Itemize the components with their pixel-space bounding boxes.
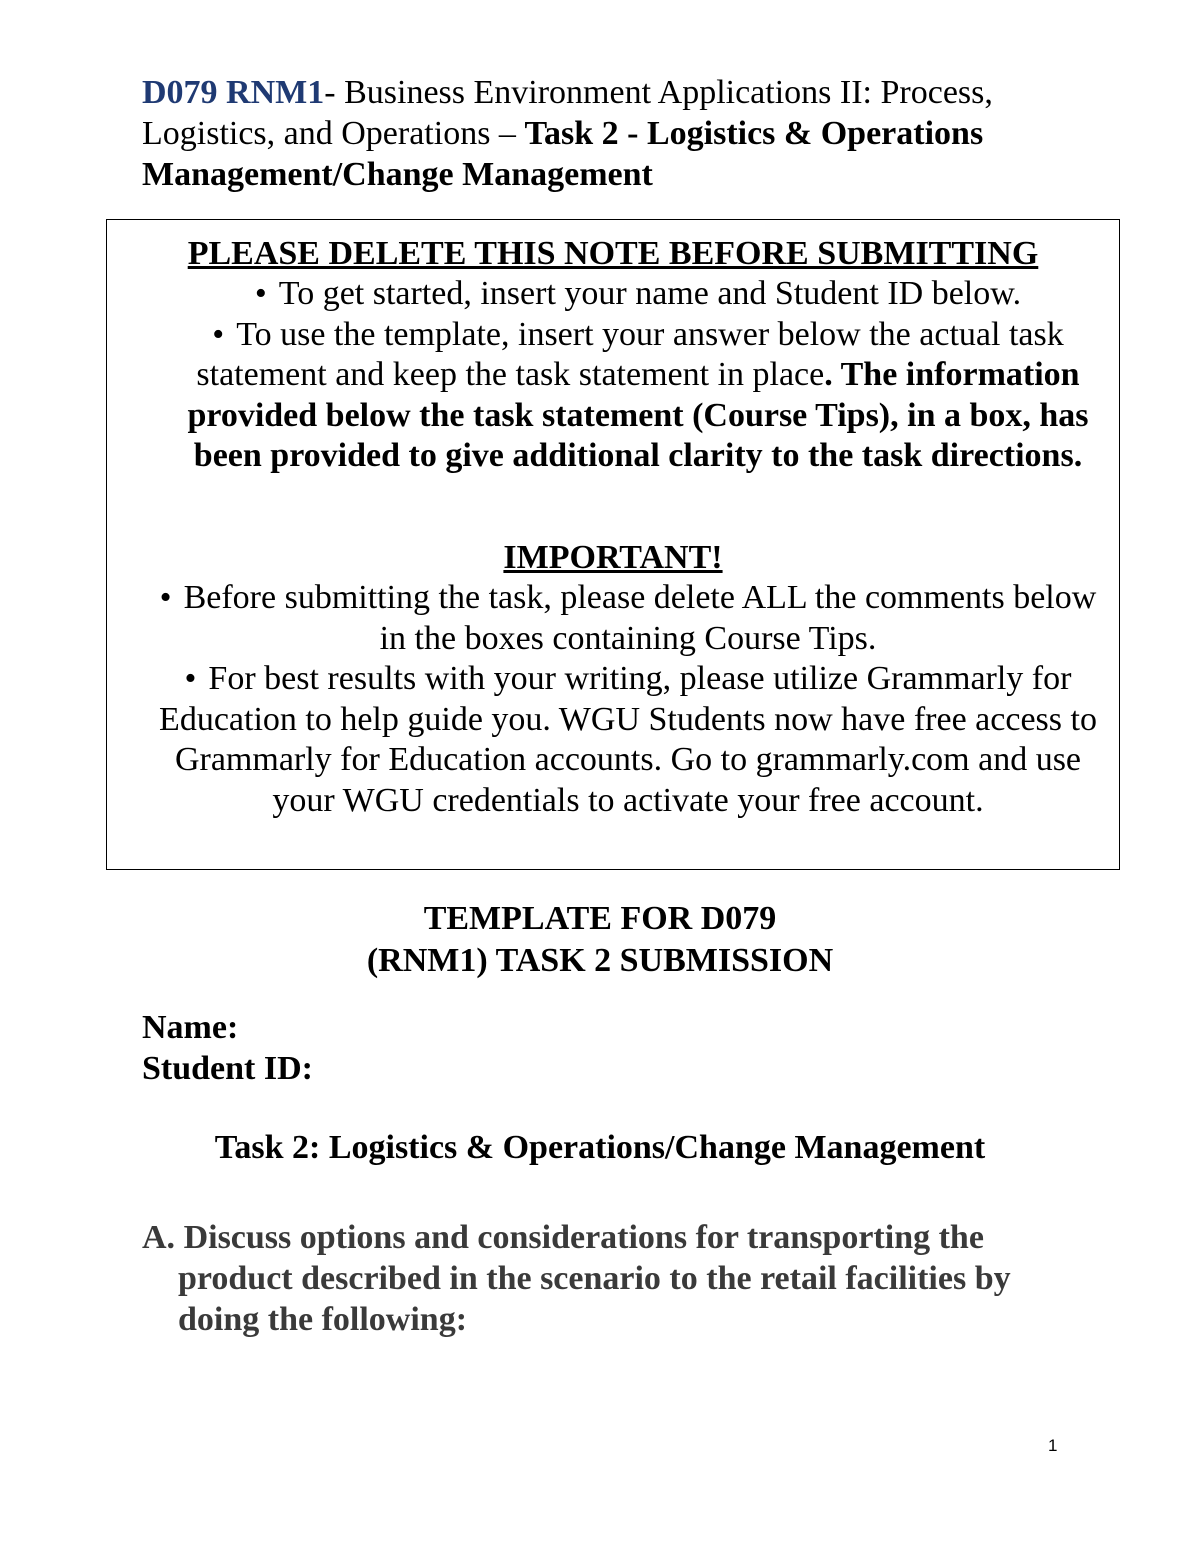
note-bullet-text: To use the template, insert your answer below the actual task statement and keep the task statement in place: [196, 315, 1064, 393]
note-bullet-item: [167, 274, 1109, 315]
important-bullet-text: For best results with your writing, please utilize Grammarly for Education to help guide you. WGU Students now have free access to Grammarly for Education accounts. Go to grammarly.com and use your WGU credentials to activate your free account.: [159, 660, 1097, 819]
section-a-prompt: [142, 1217, 1062, 1340]
bullet-icon: •: [212, 315, 225, 353]
note-bullet-list: [167, 274, 1109, 477]
important-title: IMPORTANT!: [503, 539, 723, 576]
task-title: Task 2 - Logistics & Operations Management/Change Management: [142, 115, 984, 193]
section-a-line: product described in the scenario to the retail facilities by: [178, 1260, 1011, 1297]
document-header: [142, 72, 1062, 195]
course-code: D079 RNM1: [142, 74, 325, 111]
section-a-line: doing the following:: [178, 1301, 468, 1338]
delete-note-box: [106, 219, 1120, 870]
template-title-line: (RNM1) TASK 2 SUBMISSION: [366, 942, 834, 979]
bullet-icon: •: [184, 660, 197, 697]
section-a-line: Discuss options and considerations for transporting the: [175, 1219, 984, 1256]
course-title: Business Environment Applications II: Process, Logistics, and Operations –: [142, 74, 993, 152]
note-bullet-text: To get started, insert your name and Student ID below.: [278, 275, 1022, 312]
note-bullet-item: [167, 315, 1109, 477]
bullet-icon: •: [159, 579, 172, 616]
note-title: PLEASE DELETE THIS NOTE BEFORE SUBMITTING: [187, 235, 1039, 272]
bullet-icon: •: [254, 275, 267, 312]
student-id-field-label: Student ID:: [142, 1050, 313, 1087]
template-title: [0, 898, 1200, 982]
important-bullet-item: [147, 659, 1109, 821]
template-title-line: TEMPLATE FOR D079: [423, 900, 777, 937]
important-bullet-item: [147, 578, 1109, 659]
task-heading: Task 2: Logistics & Operations/Change Management: [214, 1129, 986, 1166]
note-bullet-bold-text: . The information provided below the task statement (Course Tips), in a box, has been provided to give additional clarity to the task directions.: [187, 356, 1089, 474]
name-field-label: Name:: [142, 1009, 239, 1046]
important-bullet-text: Before submitting the task, please delete ALL the comments below in the boxes containing Course Tips.: [183, 579, 1097, 657]
page-number: 1: [1048, 1436, 1058, 1455]
important-bullet-list: [147, 578, 1109, 821]
header-dash: -: [324, 74, 336, 111]
section-a-letter: A.: [142, 1219, 176, 1256]
